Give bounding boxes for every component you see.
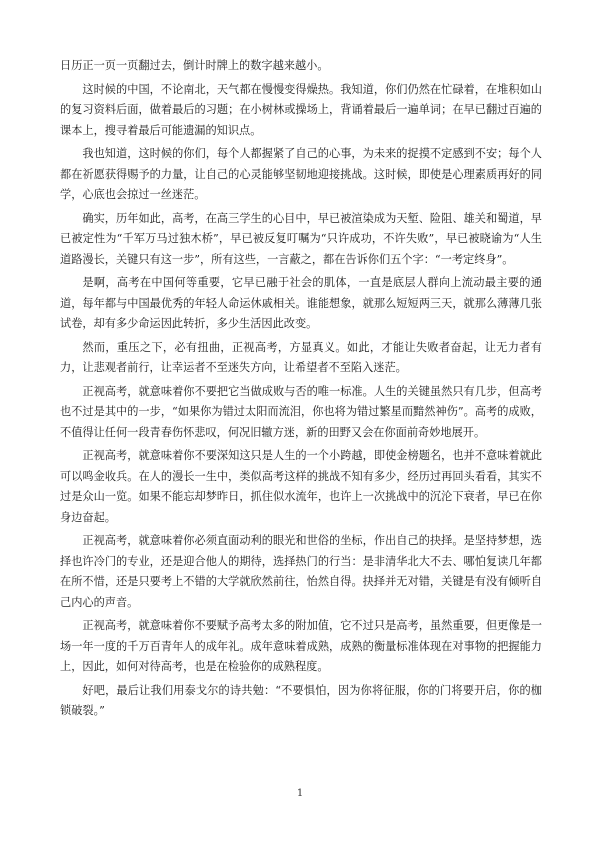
paragraph-1: 日历正一页一页翻过去，倒计时牌上的数字越来越小。 [60, 59, 329, 72]
paragraph-5: 是啊，高考在中国何等重要，它早已融于社会的肌体，一直是底层人群向上流动最主要的通道，每年都与中国最优秀的年轻人命运休戚相关。谁能想象，就那么短短两三天，就那么薄薄几张试卷，却有多少命运因此转折，多少生活因此改变。 [60, 276, 542, 330]
paragraph-11: 好吧，最后让我们用泰戈尔的诗共勉：“不要惧怕，因为你将征服，你的门将要开启，你的枷锁破裂。” [60, 683, 542, 717]
paragraph-7: 正视高考，就意味着你不要把它当做成败与否的唯一标准。人生的关键虽然只有几步，但高考也不过是其中的一步，“如果你为错过太阳而流泪，你也将为错过繁星而黯然神伤”。高考的成败，不值得让任何一段青春伤怀悲叹，何况旧辙方迷，新的田野又会在你面前奇妙地展开。 [60, 384, 542, 439]
paragraph-6: 然而，重压之下，必有扭曲，正视高考，方显真义。如此，才能让失败者奋起，让无力者有力，让悲观者前行，让幸运者不至迷失方向，让希望者不至陷入迷茫。 [60, 340, 542, 374]
paragraph-3: 我也知道，这时候的你们，每个人都握紧了自己的心事，为未来的捉摸不定感到不安；每个人都在祈愿获得赐予的力量，让自己的心灵能够坚韧地迎接挑战。这时候，即使是心理素质再好的同学，心底也会掠过一丝迷茫。 [60, 147, 542, 201]
paragraph-8: 正视高考，就意味着你不要深知这只是人生的一个小跨越，即使金榜题名，也并不意味着就此可以鸣金收兵。在人的漫长一生中，类似高考这样的挑战不知有多少，经历过再回头看看，其实不过是众山一览。如果不能忘却梦昨日，抓住似水流年，也许上一次挑战中的沉沦下衰者，早已在你身边奋起。 [60, 449, 542, 524]
paragraph-4: 确实，历年如此，高考，在高三学生的心目中，早已被渲染成为天堑、险阻、雄关和蜀道，早已被定性为“千军万马过独木桥”，早已被反复叮嘱为“只许成功，不许失败”，早已被晓谕为“人生道路漫长，关键只有这一步”，所有这些，一言蔽之，都在告诉你们五个字：“一考定终身”。 [60, 211, 542, 266]
paragraph-2: 这时候的中国，不论南北，天气都在慢慢变得燥热。我知道，你们仍然在忙碌着，在堆积如山的复习资料后面，做着最后的习题；在小树林或操场上，背诵着最后一遍单词；在早已翻过百遍的课本上，搜寻着最后可能遗漏的知识点。 [60, 82, 542, 137]
page-number: 1 [296, 788, 304, 799]
paragraph-10: 正视高考，就意味着你不要赋予高考太多的附加值，它不过只是高考，虽然重要，但更像是一场一年一度的千万百青年人的成年礼。成年意味着成熟，成熟的衡量标准体现在对事物的把握能力上，因此，如何对待高考，也是在检验你的成熟程度。 [60, 619, 542, 673]
document-body [60, 56, 542, 725]
paragraph-9: 正视高考，就意味着你必须直面动利的眼光和世俗的坐标，作出自己的抉择。是坚持梦想，选择也许冷门的专业，还是迎合他人的期待，选择热门的行当：是非清华北大不去、哪怕复读几年都在所不惜，还是只要考上不错的大学就欣然前往，怡然自得。抉择并无对错，关键是有没有倾听自己内心的声音。 [60, 534, 542, 609]
